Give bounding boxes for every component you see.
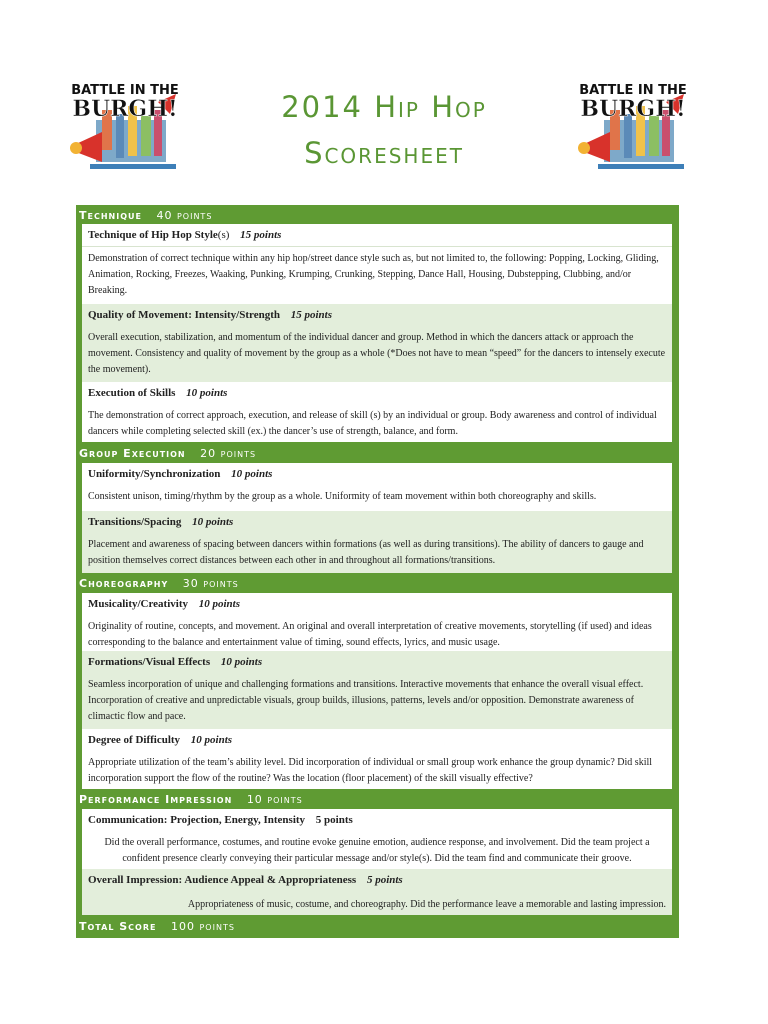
page-title — [200, 84, 568, 176]
criterion-label: Degree of Difficulty — [88, 734, 181, 746]
criterion-communication — [82, 809, 672, 869]
section-name: Choreography — [79, 577, 169, 590]
battle-in-the-burgh-logo-right — [574, 80, 692, 174]
criterion-label: Execution of Skills — [88, 387, 176, 399]
criterion-label: Technique of Hip Hop Style — [88, 229, 218, 241]
section-points: 20 points — [200, 447, 257, 460]
total-score-points: 100 points — [170, 920, 235, 933]
title-line-1: 2014 Hip Hop — [281, 90, 487, 124]
section-points: 40 points — [156, 209, 213, 222]
criterion-points: 10 points — [190, 734, 233, 746]
criterion-points: 10 points — [231, 468, 273, 480]
logo-text-line1: BATTLE IN THE — [71, 83, 179, 98]
section-name: Group Execution — [79, 447, 186, 460]
criterion-points: 10 points — [186, 387, 228, 399]
total-score-row — [76, 918, 679, 935]
criterion-degree-of-difficulty — [82, 729, 672, 789]
criterion-description: Originality of routine, concepts, and movement. An original and overall interpretation of creative movements, storytelling (if used) and ideas corresponding to the balance and entertainment value of timing, sound effects, lyrics, and music usage. — [88, 621, 652, 648]
scoresheet-table — [76, 205, 679, 938]
criterion-description: Appropriate utilization of the team’s ability level. Did incorporation of individual or small group work enhance the group dynamic? Did skill incorporation support the flow of the routine? Was the location (floor placement) of the skill visually effective? — [88, 757, 653, 784]
criterion-description: Overall execution, stabilization, and momentum of the individual dancer and group. Method in which the dancers attack or approach the movement. Consistency and quality of movement by the group as a whole (*Does not have to mean “speed” for the dancers to intensely execute the movement). — [88, 332, 666, 375]
criterion-label: Communication: Projection, Energy, Intensity — [88, 814, 306, 826]
total-score-label: Total Score — [79, 920, 157, 933]
criterion-label: Formations/Visual Effects — [88, 656, 211, 668]
criterion-transitions-spacing — [82, 511, 672, 573]
section-name: Performance Impression — [79, 793, 233, 806]
criterion-label: Musicality/Creativity — [88, 598, 188, 610]
criterion-label: Uniformity/Synchronization — [88, 468, 221, 480]
section-header-technique — [76, 207, 679, 224]
battle-in-the-burgh-logo-left — [66, 80, 184, 174]
criterion-label: Overall Impression: Audience Appeal & Appropriateness — [88, 874, 357, 886]
section-points: 10 points — [246, 793, 303, 806]
criterion-points: 15 points — [290, 309, 332, 321]
criterion-points: 10 points — [192, 516, 234, 528]
section-name: Technique — [79, 209, 142, 222]
logo-text-line1: BATTLE IN THE — [579, 83, 687, 98]
section-panel-group-execution — [82, 463, 672, 573]
criterion-points: 5 points — [366, 874, 403, 886]
logo-text-line2: BURGH! — [72, 96, 178, 122]
logo-text-line2: BURGH! — [580, 96, 686, 122]
criterion-formations-visual-effects — [82, 651, 672, 729]
criterion-points: 10 points — [198, 598, 241, 610]
criterion-description: Demonstration of correct technique within any hip hop/street dance style such as, but not limited to, the following: Popping, Locking, Gliding, Animation, Rocking, Freezes, Waaking, Punking, Krumping, Crunking, Stepping, Dance Hall, Housing, Dubstepping, Clubbing, and/or Breaking. — [82, 246, 672, 301]
criterion-points: 15 points — [240, 229, 282, 241]
criterion-description: The demonstration of correct approach, execution, and release of skill (s) by an individual or group. Body awareness and control of individual dancers while completing selected skill (ex.) the dancer’s use of strength, balance, and form. — [88, 410, 657, 437]
criterion-description: Appropriateness of music, costume, and choreography. Did the performance leave a memorable and lasting impression. — [187, 899, 666, 910]
criterion-description: Did the overall performance, costumes, and routine evoke genuine emotion, audience response, and involvement. Did the team project a confident presence clearly conveying their particular message and/or style(s). Did the team find and communicate their groove. — [104, 837, 650, 864]
criterion-points: 5 points — [315, 814, 353, 826]
section-panel-performance-impression — [82, 809, 672, 915]
criterion-label: Transitions/Spacing — [88, 516, 182, 528]
criterion-overall-impression — [82, 869, 672, 915]
criterion-points: 10 points — [220, 656, 263, 668]
criterion-description: Seamless incorporation of unique and challenging formations and transitions. Interactive movements that enhance the overall visual effect. Incorporation of creative and unpredictable visuals, group builds, illusions, patterns, levels and/or opposition. Demonstrate awareness of climactic flow and pace. — [88, 679, 644, 722]
section-points: 30 points — [182, 577, 239, 590]
section-panel-choreography — [82, 593, 672, 789]
criterion-technique-of-hip-hop-style — [82, 224, 672, 304]
section-header-choreography — [76, 575, 679, 592]
criterion-label-suffix: (s) — [217, 229, 230, 241]
criterion-musicality-creativity — [82, 593, 672, 651]
criterion-quality-of-movement — [82, 304, 672, 382]
criterion-execution-of-skills — [82, 382, 672, 442]
section-header-group-execution — [76, 445, 679, 462]
criterion-label: Quality of Movement: Intensity/Strength — [88, 309, 280, 321]
criterion-description: Placement and awareness of spacing between dancers within formations (as well as during transitions). The ability of dancers to gauge and position themselves correct distances between each other in and throughout all formations/transitions. — [88, 539, 644, 566]
section-header-performance-impression — [76, 791, 679, 808]
title-line-2: Scoresheet — [304, 136, 464, 170]
section-panel-technique — [82, 224, 672, 442]
criterion-uniformity-synchronization — [82, 463, 672, 511]
criterion-description: Consistent unison, timing/rhythm by the group as a whole. Uniformity of team movement within both choreography and skills. — [88, 491, 597, 502]
